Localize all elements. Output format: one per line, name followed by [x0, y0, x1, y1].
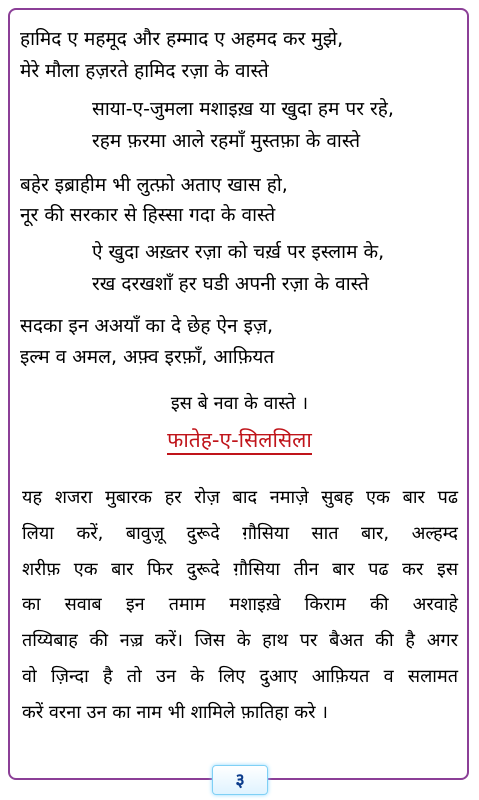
paragraph-line: शरीफ़ एक बार फिर दुरूदे ग़ौसिया तीन बार पढ कर इस	[22, 558, 458, 580]
verse-5-line-2: इल्म व अमल, अफ़्व इरफ़ाँ, आफ़ियत	[20, 346, 275, 368]
closing-line: इस बे नवा के वास्ते ।	[170, 393, 309, 414]
section-title-text: फातेह-ए-सिलसिला	[167, 428, 312, 455]
verse-4-line-2: रख दरखशाँ हर घडी अपनी रज़ा के वास्ते	[92, 273, 369, 295]
paragraph-line: लिया करें, बावुज़ू दुरूदे ग़ौसिया सात बार, अल्हम्द	[22, 522, 458, 544]
verse-2-line-2: रहम फ़रमा आले रहमाँ मुस्तफ़ा के वास्ते	[92, 130, 361, 152]
page-number: ३	[235, 770, 245, 791]
paragraph-line: का सवाब इन तमाम मशाइख़े किराम की अरवाहे	[22, 594, 458, 616]
verse-2-line-1: साया-ए-जुमला मशाइख़ या खुदा हम पर रहे,	[92, 98, 394, 120]
verse-1-line-2: मेरे मौला हज़रते हामिद रज़ा के वास्ते	[20, 60, 269, 82]
verse-3-line-2: नूर की सरकार से हिस्सा गदा के वास्ते	[20, 204, 276, 226]
paragraph-line: तय्यिबाह की नज़्र करें। जिस के हाथ पर बैअत की है अगर	[22, 630, 458, 652]
verse-5-line-1: सदका इन अअयाँ का दे छेह ऐन इज़,	[20, 315, 274, 337]
paragraph-line: वो ज़िन्दा है तो उन के लिए दुआए आफ़ियत व सलामत	[22, 665, 458, 687]
page-number-tab	[212, 765, 268, 795]
paragraph-line: यह शजरा मुबारक हर रोज़ बाद नमाज़े सुबह एक बार पढ	[22, 487, 458, 508]
verse-3-line-1: बहेर इब्राहीम भी लुत्फ़ो अताए खास हो,	[20, 174, 288, 196]
paragraph-line: करें वरना उन का नाम भी शामिले फ़ातिहा करे ।	[22, 701, 328, 723]
instruction-paragraph	[22, 480, 458, 731]
verse-1-line-1: हामिद ए महमूद और हम्माद ए अहमद कर मुझे,	[20, 28, 344, 50]
section-title	[0, 426, 479, 454]
verse-4-line-1: ऐ खुदा अख़्तर रज़ा को चर्ख़ पर इस्लाम के,	[92, 241, 385, 263]
